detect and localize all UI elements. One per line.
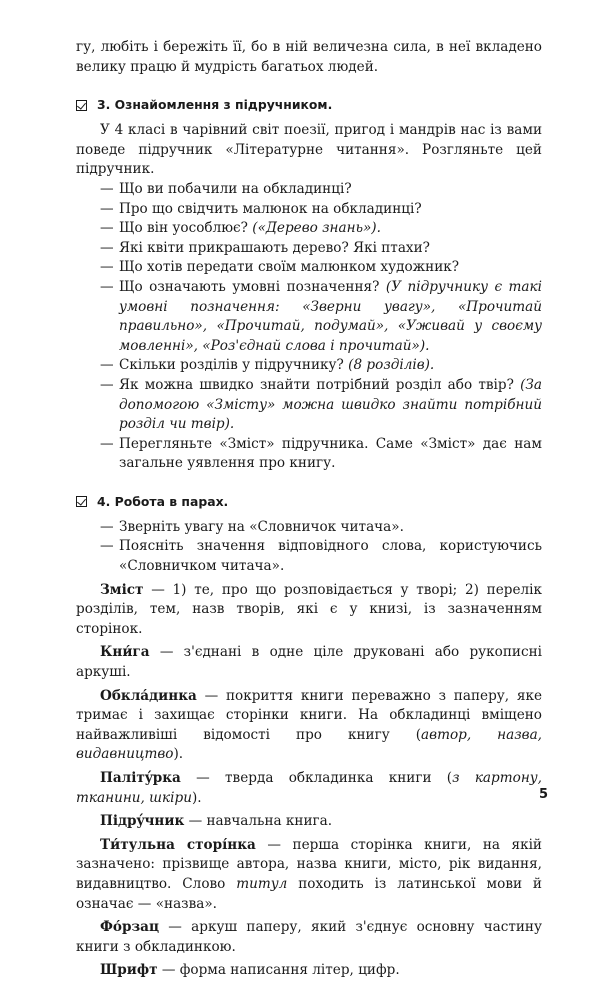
question-text: Що він уособлює? xyxy=(119,220,253,237)
question-item: — Скільки розділів у підручнику? (8 розділів). xyxy=(100,357,435,374)
section-4-title: 4. Робота в парах. xyxy=(97,493,229,509)
glossary-note: автор, назва, видавництво xyxy=(76,726,542,763)
question-item: — Що ви побачили на обкладинці? xyxy=(100,180,352,197)
glossary-definition: — з'єднані в одне ціле друковані або рукописні аркуші. xyxy=(76,644,542,681)
question-item: — Які квіти прикрашають дерево? Які птахи? xyxy=(100,239,430,256)
question-item: — Перегляньте «Зміст» підручника. Саме «Зміст» дає нам загальне уявлення про книгу. xyxy=(100,435,542,472)
glossary-term: Обкла́динка xyxy=(100,687,197,704)
glossary-definition: — 1) те, про що розповідається у творі; 2) перелік розділів, тем, назв творів, які є у книзі, із зазначенням сторінок. xyxy=(76,581,542,637)
instruction-text: Поясніть значення відповідного слова, користуючись «Словничком читача». xyxy=(119,538,542,575)
glossary-note: титул xyxy=(236,875,288,892)
question-text: Перегляньте «Зміст» підручника. Саме «Зміст» дає нам загальне уявлення про книгу. xyxy=(119,435,542,472)
question-text: Як можна швидко знайти потрібний розділ або твір? xyxy=(119,376,521,393)
glossary-note: з картону, тканини, шкіри xyxy=(76,770,542,806)
question-answer: («Дерево знань»). xyxy=(252,220,381,237)
question-text: Які квіти прикрашають дерево? Які птахи? xyxy=(119,239,430,256)
checkbox-icon xyxy=(76,100,87,111)
glossary-entry xyxy=(76,836,542,914)
glossary xyxy=(76,581,542,981)
question-answer: (8 розділів). xyxy=(348,357,435,374)
glossary-definition: — форма написання літер, цифр. xyxy=(157,962,400,979)
glossary-definition: — тверда обкладинка книги ( xyxy=(180,770,453,786)
question-text: Що означають умовні позначення? xyxy=(119,278,386,295)
question-item: — Що означають умовні позначення? (У підручнику є такі умовні позначення: «Зверни увагу», «Прочитай правильно», «Прочитай, подумай», «Уживай у своєму мовленні», «Роз'єднай слова і прочитай»). xyxy=(100,278,543,354)
glossary-entry xyxy=(76,961,542,981)
glossary-term: Шрифт xyxy=(100,962,158,979)
glossary-entry xyxy=(76,643,542,682)
glossary-definition: — покриття книги переважно з паперу, яке тримає і захищає сторінки книги. На обкладинці вміщено найважливіші відомості про книгу ( xyxy=(76,687,542,743)
glossary-term: Підрýчник xyxy=(100,813,185,830)
intro-paragraph: гу, любіть і бережіть її, бо в ній величезна сила, в неї вкладено велику працю й мудрість багатьох людей. xyxy=(76,39,542,75)
glossary-definition: — аркуш паперу, який з'єднує основну частину книги з обкладинкою. xyxy=(76,919,542,955)
instruction-text: Зверніть увагу на «Словничок читача». xyxy=(119,518,404,535)
glossary-term: Зміст xyxy=(100,581,144,598)
glossary-term: Ти́тульна сторі́нка xyxy=(100,836,256,853)
question-item: — Що хотів передати своїм малюнком художник? xyxy=(100,259,460,276)
glossary-definition: — перша сторінка книги, на якій зазначено: прізвище автора, назва книги, місто, рік видання, видавництво. Слово xyxy=(76,836,542,892)
section-3-title: 3. Ознайомлення з підручником. xyxy=(97,97,333,113)
question-item: — Про що свідчить малюнок на обкладинці? xyxy=(100,200,422,217)
glossary-term: Фо́рзац xyxy=(100,919,159,936)
glossary-entry xyxy=(76,769,542,808)
section-3-paragraph: У 4 класі в чарівний світ поезії, пригод і мандрів нас із вами поведе підручник «Літературне читання». Розгляньте цей підручник. xyxy=(76,122,542,178)
section-3-heading xyxy=(76,95,542,115)
glossary-entry xyxy=(76,918,542,957)
question-text: Про що свідчить малюнок на обкладинці? xyxy=(119,200,422,217)
glossary-entry xyxy=(76,581,542,640)
question-text: Скільки розділів у підручнику? xyxy=(119,357,349,374)
checkbox-icon xyxy=(76,496,87,507)
question-item: — Що він уособлює? («Дерево знань»). xyxy=(100,220,381,237)
glossary-tail: ). xyxy=(191,789,202,806)
question-answer: (У підручнику є такі умовні позначення: «Зверни увагу», «Прочитай правильно», «Прочитай, подумай», «Уживай у своєму мовленні», «Роз'єднай слова і прочитай»). xyxy=(119,278,543,354)
glossary-tail: ). xyxy=(173,746,184,763)
question-item: — Як можна швидко знайти потрібний розділ або твір? (За допомогою «Змісту» можна швидко знайти потрібний розділ чи твір). xyxy=(100,376,542,433)
question-text: Що ви побачили на обкладинці? xyxy=(119,180,352,197)
instruction-list xyxy=(76,518,542,577)
glossary-term: Палітýрка xyxy=(100,770,181,786)
instruction-item: — Зверніть увагу на «Словничок читача». xyxy=(100,518,404,535)
glossary-tail: походить із латинської мови й означає — «назва». xyxy=(76,875,542,912)
question-text: Що хотів передати своїм малюнком художник? xyxy=(119,259,460,276)
question-list xyxy=(76,180,542,474)
section-4-heading xyxy=(76,492,542,512)
question-answer: (За допомогою «Змісту» можна швидко знайти потрібний розділ чи твір). xyxy=(119,376,542,433)
glossary-term: Кни́га xyxy=(100,644,150,661)
glossary-entry xyxy=(76,687,542,765)
instruction-item: — Поясніть значення відповідного слова, користуючись «Словничком читача». xyxy=(100,538,542,575)
page-number: 5 xyxy=(538,787,548,802)
glossary-entry xyxy=(76,812,542,832)
glossary-definition: — навчальна книга. xyxy=(184,813,333,830)
